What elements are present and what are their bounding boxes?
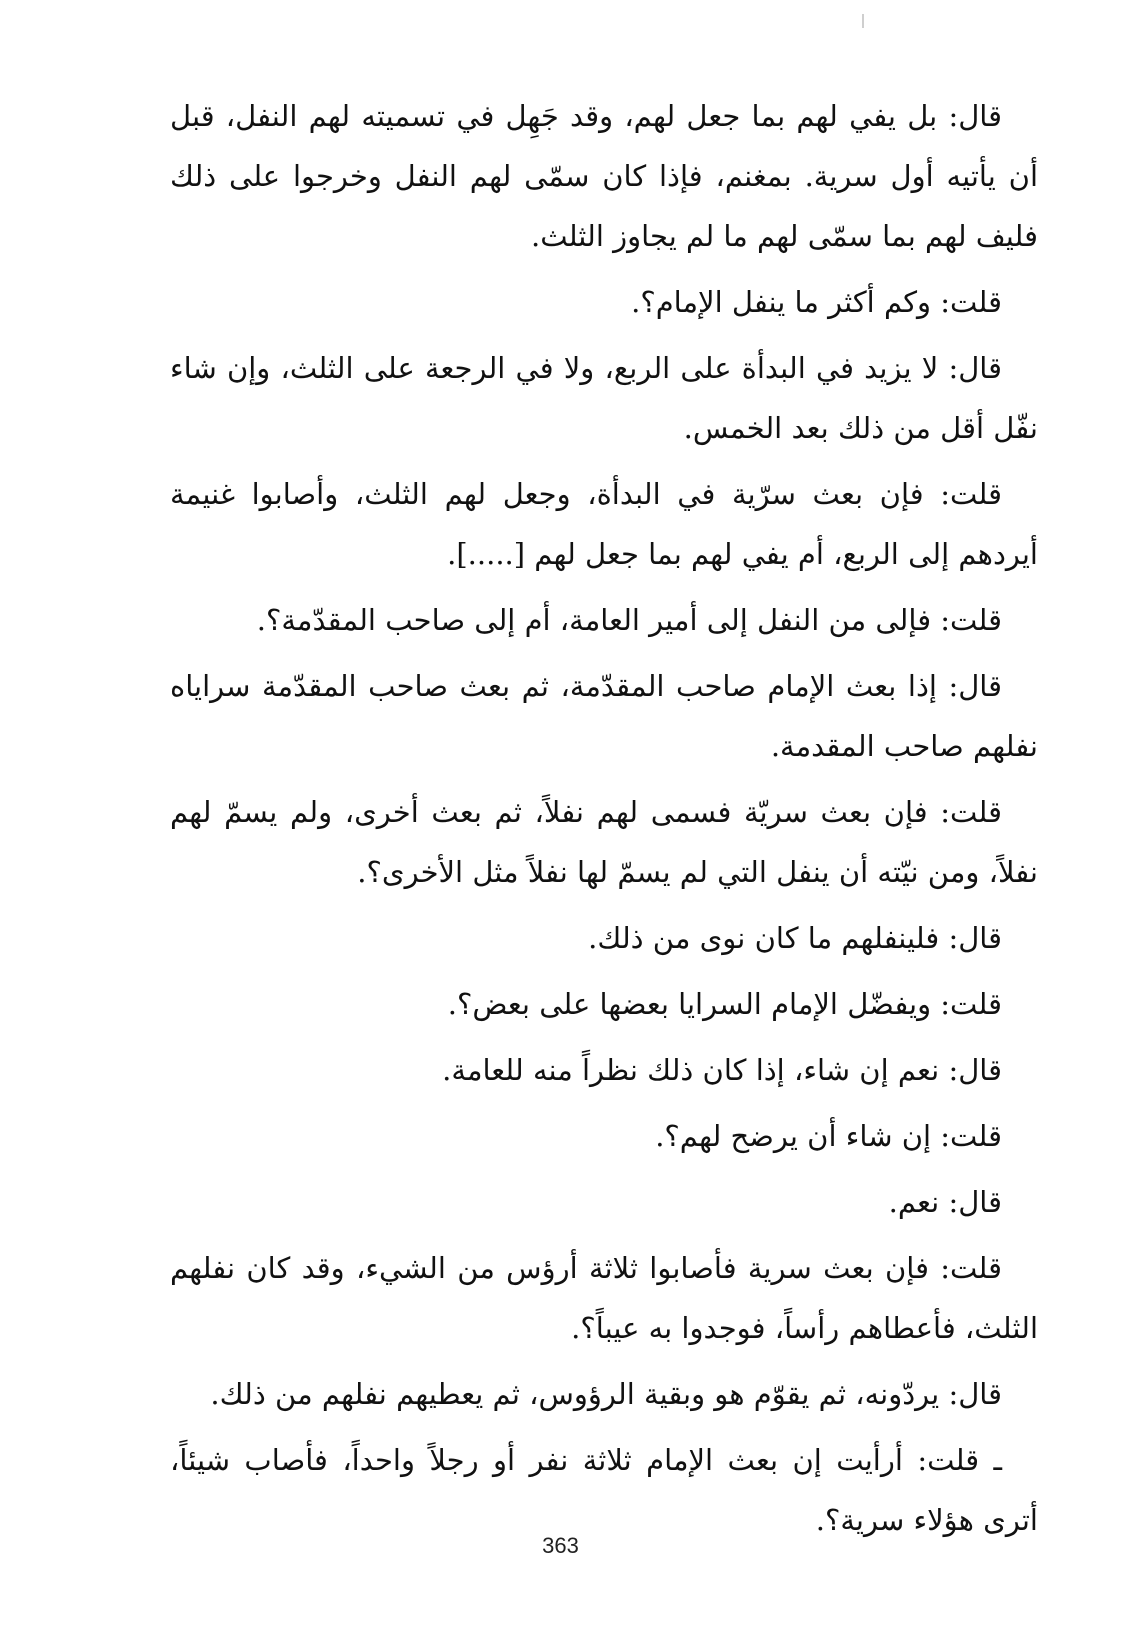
paragraph: قلت: إن شاء أن يرضح لهم؟.: [655, 1119, 1002, 1153]
paragraph: قال: لا يزيد في البدأة على الربع، ولا في الرجعة على الثلث، وإن شاء نفّل أقل من ذلك بعد الخمس.: [170, 351, 1038, 445]
paragraph: قال: يردّونه، ثم يقوّم هو وبقية الرؤوس، ثم يعطيهم نفلهم من ذلك.: [210, 1377, 1002, 1411]
paragraph: قلت: فإن بعث سريّة فسمى لهم نفلاً، ثم بعث أخرى، ولم يسمّ لهم نفلاً، ومن نيّته أن ينفل التي لم يسمّ لها نفلاً مثل الأخرى؟.: [170, 795, 1038, 889]
paragraph: قال: نعم.: [888, 1185, 1002, 1219]
paragraph: قال: فلينفلهم ما كان نوى من ذلك.: [588, 921, 1002, 955]
paragraph: قال: نعم إن شاء، إذا كان ذلك نظراً منه للعامة.: [442, 1053, 1002, 1087]
paragraph: قلت: فإن بعث سرية فأصابوا ثلاثة أرؤس من الشيء، وقد كان نفلهم الثلث، فأعطاهم رأساً، فوجدوا به عيباً؟.: [170, 1251, 1038, 1345]
paragraph: قال: بل يفي لهم بما جعل لهم، وقد جَهِل في تسميته لهم النفل، قبل أن يأتيه أول سرية. بمغنم، فإذا كان سمّى لهم النفل وخرجوا على ذلك فليف لهم بما سمّى لهم ما لم يجاوز الثلث.: [170, 99, 1038, 253]
page-number: 363: [542, 1533, 579, 1558]
body-text: [170, 86, 1038, 1556]
paragraph: قلت: فإلى من النفل إلى أمير العامة، أم إلى صاحب المقدّمة؟.: [256, 603, 1002, 637]
paragraph: قال: إذا بعث الإمام صاحب المقدّمة، ثم بعث صاحب المقدّمة سراياه نفلهم صاحب المقدمة.: [170, 669, 1038, 763]
scan-mark: [862, 14, 864, 28]
paragraph: قلت: ويفضّل الإمام السرايا بعضها على بعض؟.: [447, 987, 1002, 1021]
paragraph: ـ قلت: أرأيت إن بعث الإمام ثلاثة نفر أو رجلاً واحداً، فأصاب شيئاً، أترى هؤلاء سرية؟.: [170, 1443, 1038, 1537]
paragraph: قلت: فإن بعث سرّية في البدأة، وجعل لهم الثلث، وأصابوا غنيمة أيردهم إلى الربع، أم يفي لهم بما جعل لهم [.....].: [170, 477, 1038, 571]
paragraph: قلت: وكم أكثر ما ينفل الإمام؟.: [631, 285, 1002, 319]
